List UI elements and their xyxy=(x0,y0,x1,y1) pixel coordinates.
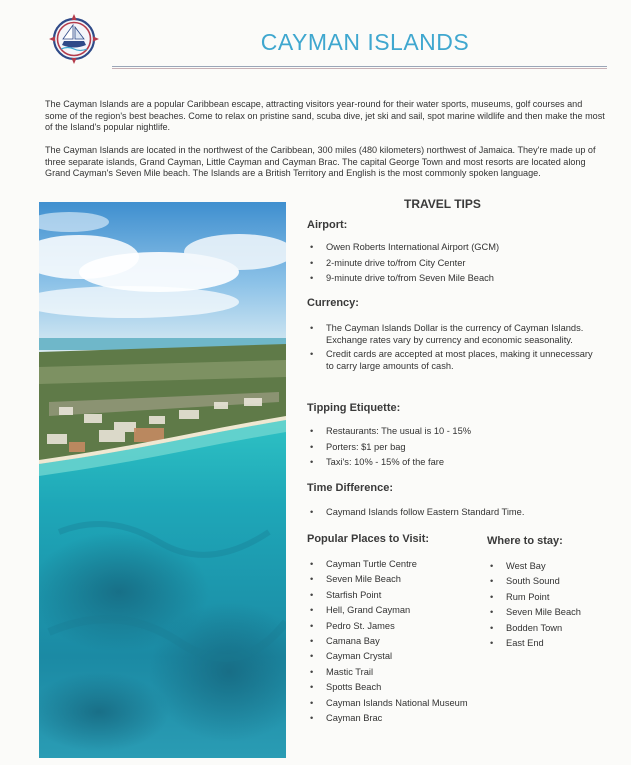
list-item: • Bodden Town xyxy=(487,621,607,636)
list-item: • Camana Bay xyxy=(307,634,492,649)
list-item: • Spotts Beach xyxy=(307,680,492,695)
airport-list xyxy=(307,242,607,289)
list-item: • Seven Mile Beach xyxy=(307,572,492,587)
list-item: • Seven Mile Beach xyxy=(487,605,607,620)
currency-heading: Currency: xyxy=(307,297,359,309)
list-item: • Mastic Trail xyxy=(307,665,492,680)
intro-paragraph-1: The Cayman Islands are a popular Caribbean escape, attracting visitors year-round for their water sports, museums, golf courses and some of the region's best beaches. Come to relax on pristine sand, scuba dive, jet ski and sail, spot marine wildlife and then make the most of the Island's popular nightlife. xyxy=(45,99,605,133)
compass-rose-sailboat-logo xyxy=(46,14,102,64)
time-difference-heading: Time Difference: xyxy=(307,482,393,494)
tipping-heading: Tipping Etiquette: xyxy=(307,402,401,414)
list-item: • Rum Point xyxy=(487,590,607,605)
travel-tips-heading: TRAVEL TIPS xyxy=(404,197,481,211)
tipping-list xyxy=(307,426,607,473)
intro-paragraph-2: The Cayman Islands are located in the northwest of the Caribbean, 300 miles (480 kilometers) northwest of Jamaica. They're made up of three separate islands, Grand Cayman, Little Cayman and Cayman Brac. The capital George Town and most resorts are located along Grand Cayman's Seven Mile beach. The Islands are a British Territory and English is the most commonly spoken language. xyxy=(45,145,596,179)
list-item: • East End xyxy=(487,636,607,651)
currency-list xyxy=(307,323,597,372)
airport-heading: Airport: xyxy=(307,219,348,231)
popular-places-list xyxy=(307,557,492,726)
list-item: • 9-minute drive to/from Seven Mile Beach xyxy=(307,273,607,285)
list-item: • Credit cards are accepted at most places, making it unnecessary to carry large amounts of cash. xyxy=(307,349,597,372)
title-divider xyxy=(112,66,607,69)
list-item: • South Sound xyxy=(487,574,607,589)
list-item: • 2-minute drive to/from City Center xyxy=(307,258,607,270)
list-item: • The Cayman Islands Dollar is the currency of Cayman Islands. Exchange rates vary by currency and economic seasonality. xyxy=(307,323,597,346)
list-item: • Pedro St. James xyxy=(307,619,492,634)
time-difference-list xyxy=(307,507,607,523)
list-item: • Cayman Crystal xyxy=(307,649,492,664)
aerial-coastline-photo xyxy=(39,202,286,758)
list-item: • Hell, Grand Cayman xyxy=(307,603,492,618)
list-item: • West Bay xyxy=(487,559,607,574)
where-to-stay-heading: Where to stay: xyxy=(487,535,563,547)
list-item: • Porters: $1 per bag xyxy=(307,442,607,454)
list-item: • Restaurants: The usual is 10 - 15% xyxy=(307,426,607,438)
list-item: • Cayman Turtle Centre xyxy=(307,557,492,572)
where-to-stay-list xyxy=(487,559,607,651)
list-item: • Taxi's: 10% - 15% of the fare xyxy=(307,457,607,469)
list-item: • Cayman Islands National Museum xyxy=(307,696,492,711)
list-item: • Caymand Islands follow Eastern Standard Time. xyxy=(307,507,607,519)
list-item: • Starfish Point xyxy=(307,588,492,603)
list-item: • Owen Roberts International Airport (GCM) xyxy=(307,242,607,254)
popular-places-heading: Popular Places to Visit: xyxy=(307,533,430,545)
page-title: CAYMAN ISLANDS xyxy=(260,29,470,55)
list-item: • Cayman Brac xyxy=(307,711,492,726)
